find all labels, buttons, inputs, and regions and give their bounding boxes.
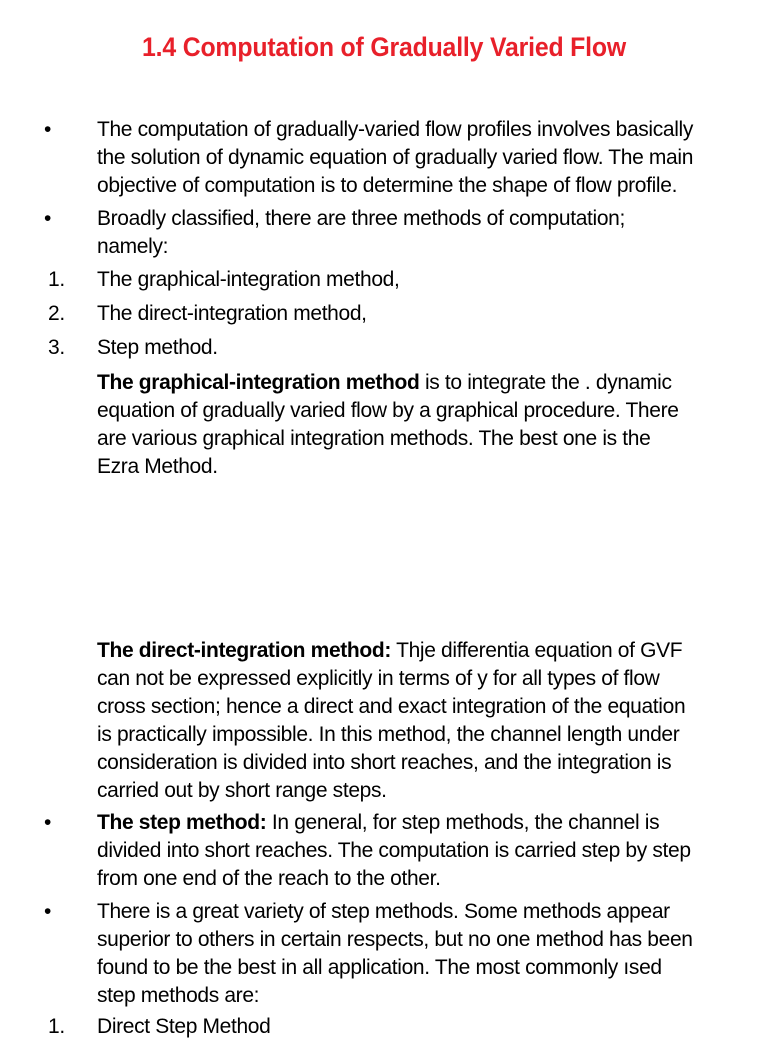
- text-line: cross section; hence a direct and exact integration of the equation: [97, 695, 686, 718]
- item-number: 1.: [48, 268, 65, 291]
- text-line: The computation of gradually-varied flow profiles involves basically: [97, 118, 693, 141]
- item-number: 3.: [48, 336, 65, 359]
- term-graphical: The graphical-integration method: [97, 371, 420, 394]
- text-line: the solution of dynamic equation of gradually varied flow. The main: [97, 146, 694, 169]
- text-segment: In general, for step methods, the channel is: [266, 811, 660, 834]
- text-line: carried out by short range steps.: [97, 779, 387, 802]
- text-line: step methods are:: [97, 984, 260, 1007]
- text-line: is practically impossible. In this method, the channel length under: [97, 723, 680, 746]
- bullet-marker: •: [44, 900, 52, 923]
- item-text: The graphical-integration method,: [97, 268, 400, 291]
- text-line: can not be expressed explicitly in terms of y for all types of flow: [97, 667, 660, 690]
- text-line: objective of computation is to determine the shape of flow profile.: [97, 174, 678, 197]
- text-line: Ezra Method.: [97, 455, 218, 478]
- text-line: namely:: [97, 235, 169, 258]
- item-text: Direct Step Method: [97, 1015, 271, 1038]
- slide-title: 1.4 Computation of Gradually Varied Flow: [141, 32, 627, 62]
- text-line: from one end of the reach to the other.: [97, 867, 441, 890]
- bullet-marker: •: [44, 207, 52, 230]
- bullet-text: [97, 205, 737, 261]
- text-line: [97, 809, 737, 837]
- text-segment: Thje differentia equation of GVF: [391, 639, 683, 662]
- text-line: found to be the best in all application. The most commonly ısed: [97, 956, 662, 979]
- text-line: Broadly classified, there are three methods of computation;: [97, 207, 625, 230]
- text-line: [97, 637, 737, 665]
- text-line: [97, 369, 737, 397]
- item-number: 1.: [48, 1015, 65, 1038]
- bullet-marker: •: [44, 811, 52, 834]
- item-text: The direct-integration method,: [97, 302, 367, 325]
- text-line: divided into short reaches. The computation is carried step by step: [97, 839, 691, 862]
- text-line: consideration is divided into short reaches, and the integration is: [97, 751, 672, 774]
- term-step: The step method:: [97, 811, 267, 834]
- text-line: are various graphical integration methods. The best one is the: [97, 427, 651, 450]
- text-line: equation of gradually varied flow by a graphical procedure. There: [97, 399, 679, 422]
- text-line: superior to others in certain respects, but no one method has been: [97, 928, 693, 951]
- bullet-marker: •: [44, 118, 52, 141]
- text-segment: is to integrate the . dynamic: [419, 371, 672, 394]
- item-number: 2.: [48, 302, 65, 325]
- term-direct: The direct-integration method:: [97, 639, 392, 662]
- bullet-text: [97, 116, 737, 200]
- text-line: There is a great variety of step methods. Some methods appear: [97, 900, 670, 923]
- item-text: Step method.: [97, 336, 218, 359]
